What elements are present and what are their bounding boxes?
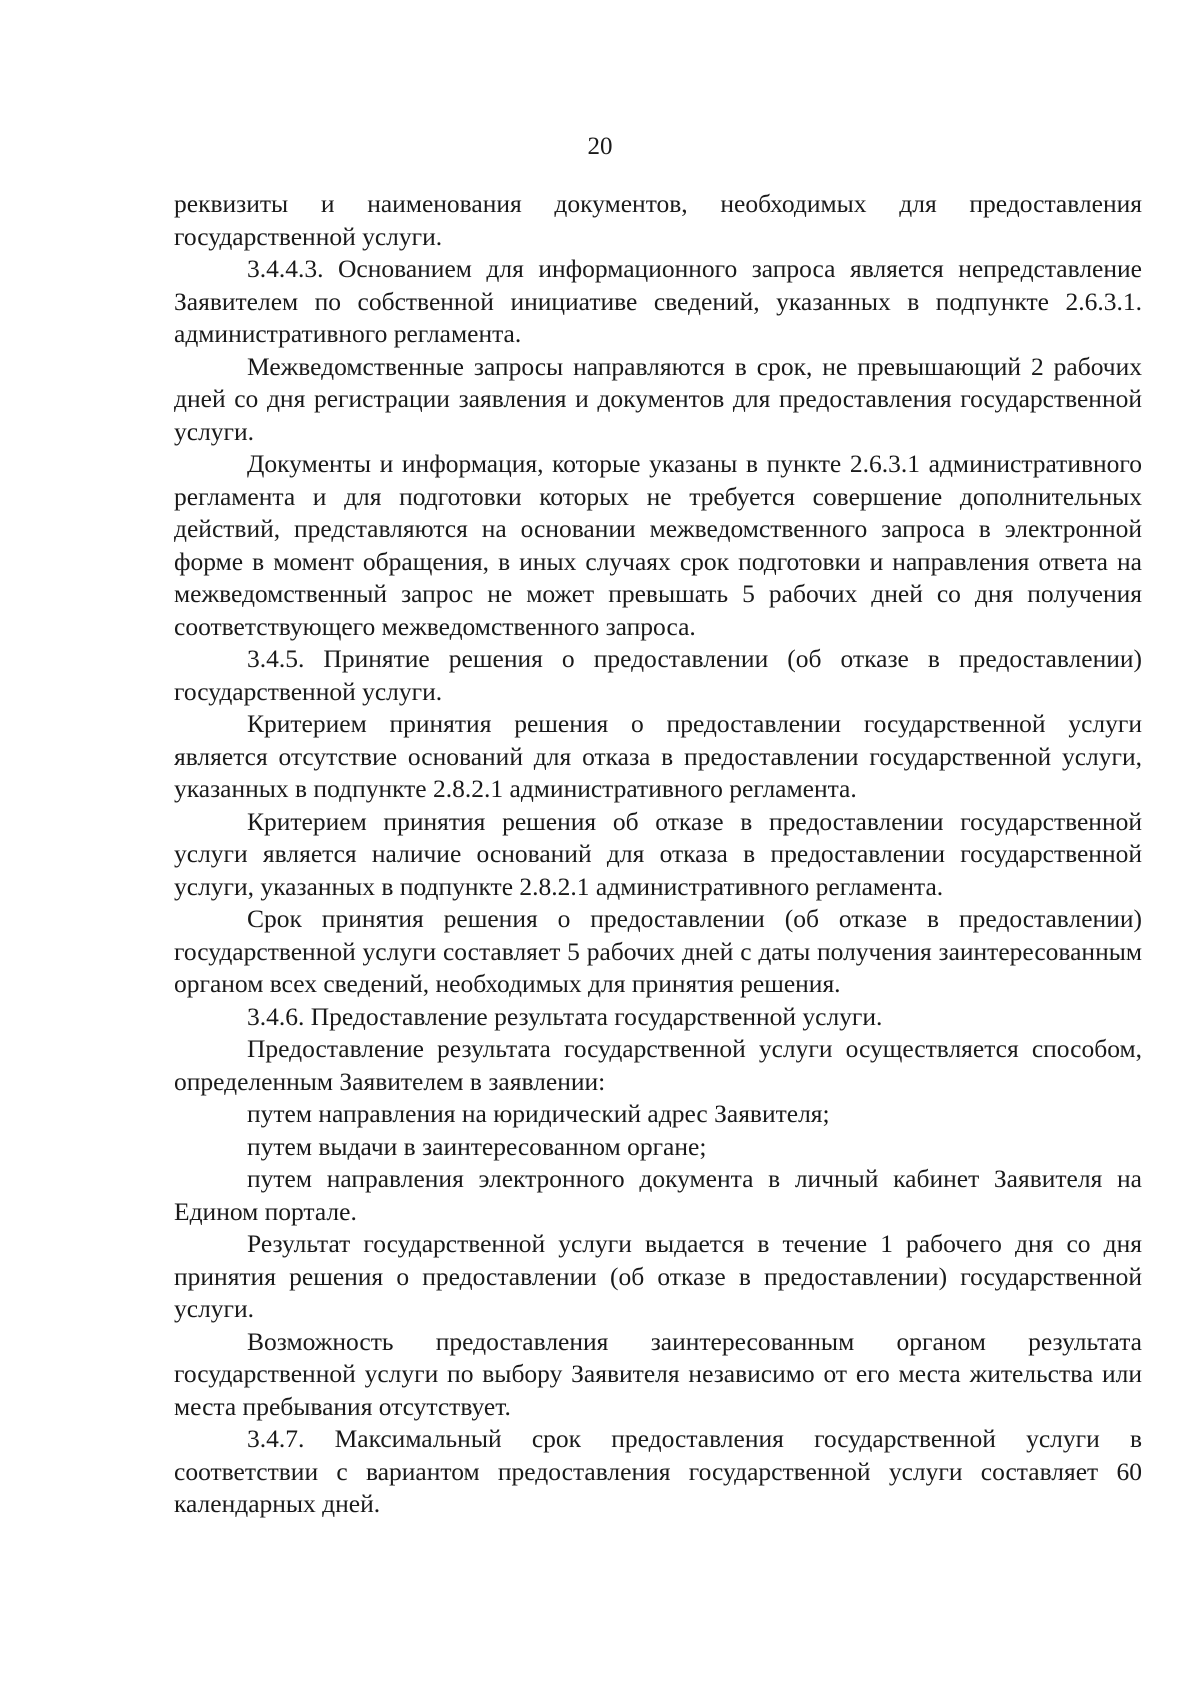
paragraph-3-4-6: 3.4.6. Предоставление результата государственной услуги. <box>247 1001 883 1031</box>
paragraph-decision-term: Срок принятия решения о предоставлении (об отказе в предоставлении) государственной услуги составляет 5 рабочих дней с даты получения заинтересованным органом всех сведений, необходимых для принятия решения. <box>174 904 1142 998</box>
paragraph-criterion-grant: Критерием принятия решения о предоставлении государственной услуги является отсутствие оснований для отказа в предоставлении государственной услуги, указанных в подпункте 2.8.2.1 административного регламента. <box>174 709 1142 803</box>
paragraph-result-method: Предоставление результата государственной услуги осуществляется способом, определенным Заявителем в заявлении: <box>174 1034 1142 1096</box>
paragraph-criterion-refusal: Критерием принятия решения об отказе в предоставлении государственной услуги является наличие оснований для отказа в предоставлении государственной услуги, указанных в подпункте 2.8.2.1 административного регламента. <box>174 806 1142 901</box>
list-item-issue-in-office: путем выдачи в заинтересованном органе; <box>247 1131 707 1161</box>
paragraph-interagency-requests: Межведомственные запросы направляются в срок, не превышающий 2 рабочих дней со дня регистрации заявления и документов для предоставления государственной услуги. <box>174 351 1142 446</box>
paragraph-3-4-5: 3.4.5. Принятие решения о предоставлении (об отказе в предоставлении) государственной услуги. <box>174 644 1142 706</box>
document-body <box>174 188 1142 1521</box>
paragraph-extraterritorial: Возможность предоставления заинтересованным органом результата государственной услуги по выбору Заявителя независимо от его места жительства или места пребывания отсутствует. <box>174 1326 1142 1421</box>
page-number: 20 <box>587 133 613 160</box>
paragraph-continuation: реквизиты и наименования документов, необходимых для предоставления государственной услуги. <box>174 189 1142 251</box>
paragraph-3-4-7: 3.4.7. Максимальный срок предоставления государственной услуги в соответствии с вариантом предоставления государственной услуги составляет 60 календарных дней. <box>174 1424 1142 1518</box>
list-item-personal-account: путем направления электронного документа в личный кабинет Заявителя на Едином портале. <box>174 1164 1142 1226</box>
list-item-legal-address: путем направления на юридический адрес Заявителя; <box>247 1099 830 1128</box>
paragraph-result-issuance: Результат государственной услуги выдается в течение 1 рабочего дня со дня принятия решения о предоставлении (об отказе в предоставлении) государственной услуги. <box>174 1229 1142 1323</box>
paragraph-documents-info: Документы и информация, которые указаны в пункте 2.6.3.1 административного регламента и для подготовки которых не требуется совершение дополнительных действий, представляются на основании межведомственного запроса в электронной форме в момент обращения, в иных случаях срок подготовки и направления ответа на межведомственный запрос не может превышать 5 рабочих дней со дня получения соответствующего межведомственного запроса. <box>174 449 1142 641</box>
paragraph-3-4-4-3: 3.4.4.3. Основанием для информационного запроса является непредставление Заявителем по собственной инициативе сведений, указанных в подпункте 2.6.3.1. административного регламента. <box>174 254 1142 348</box>
